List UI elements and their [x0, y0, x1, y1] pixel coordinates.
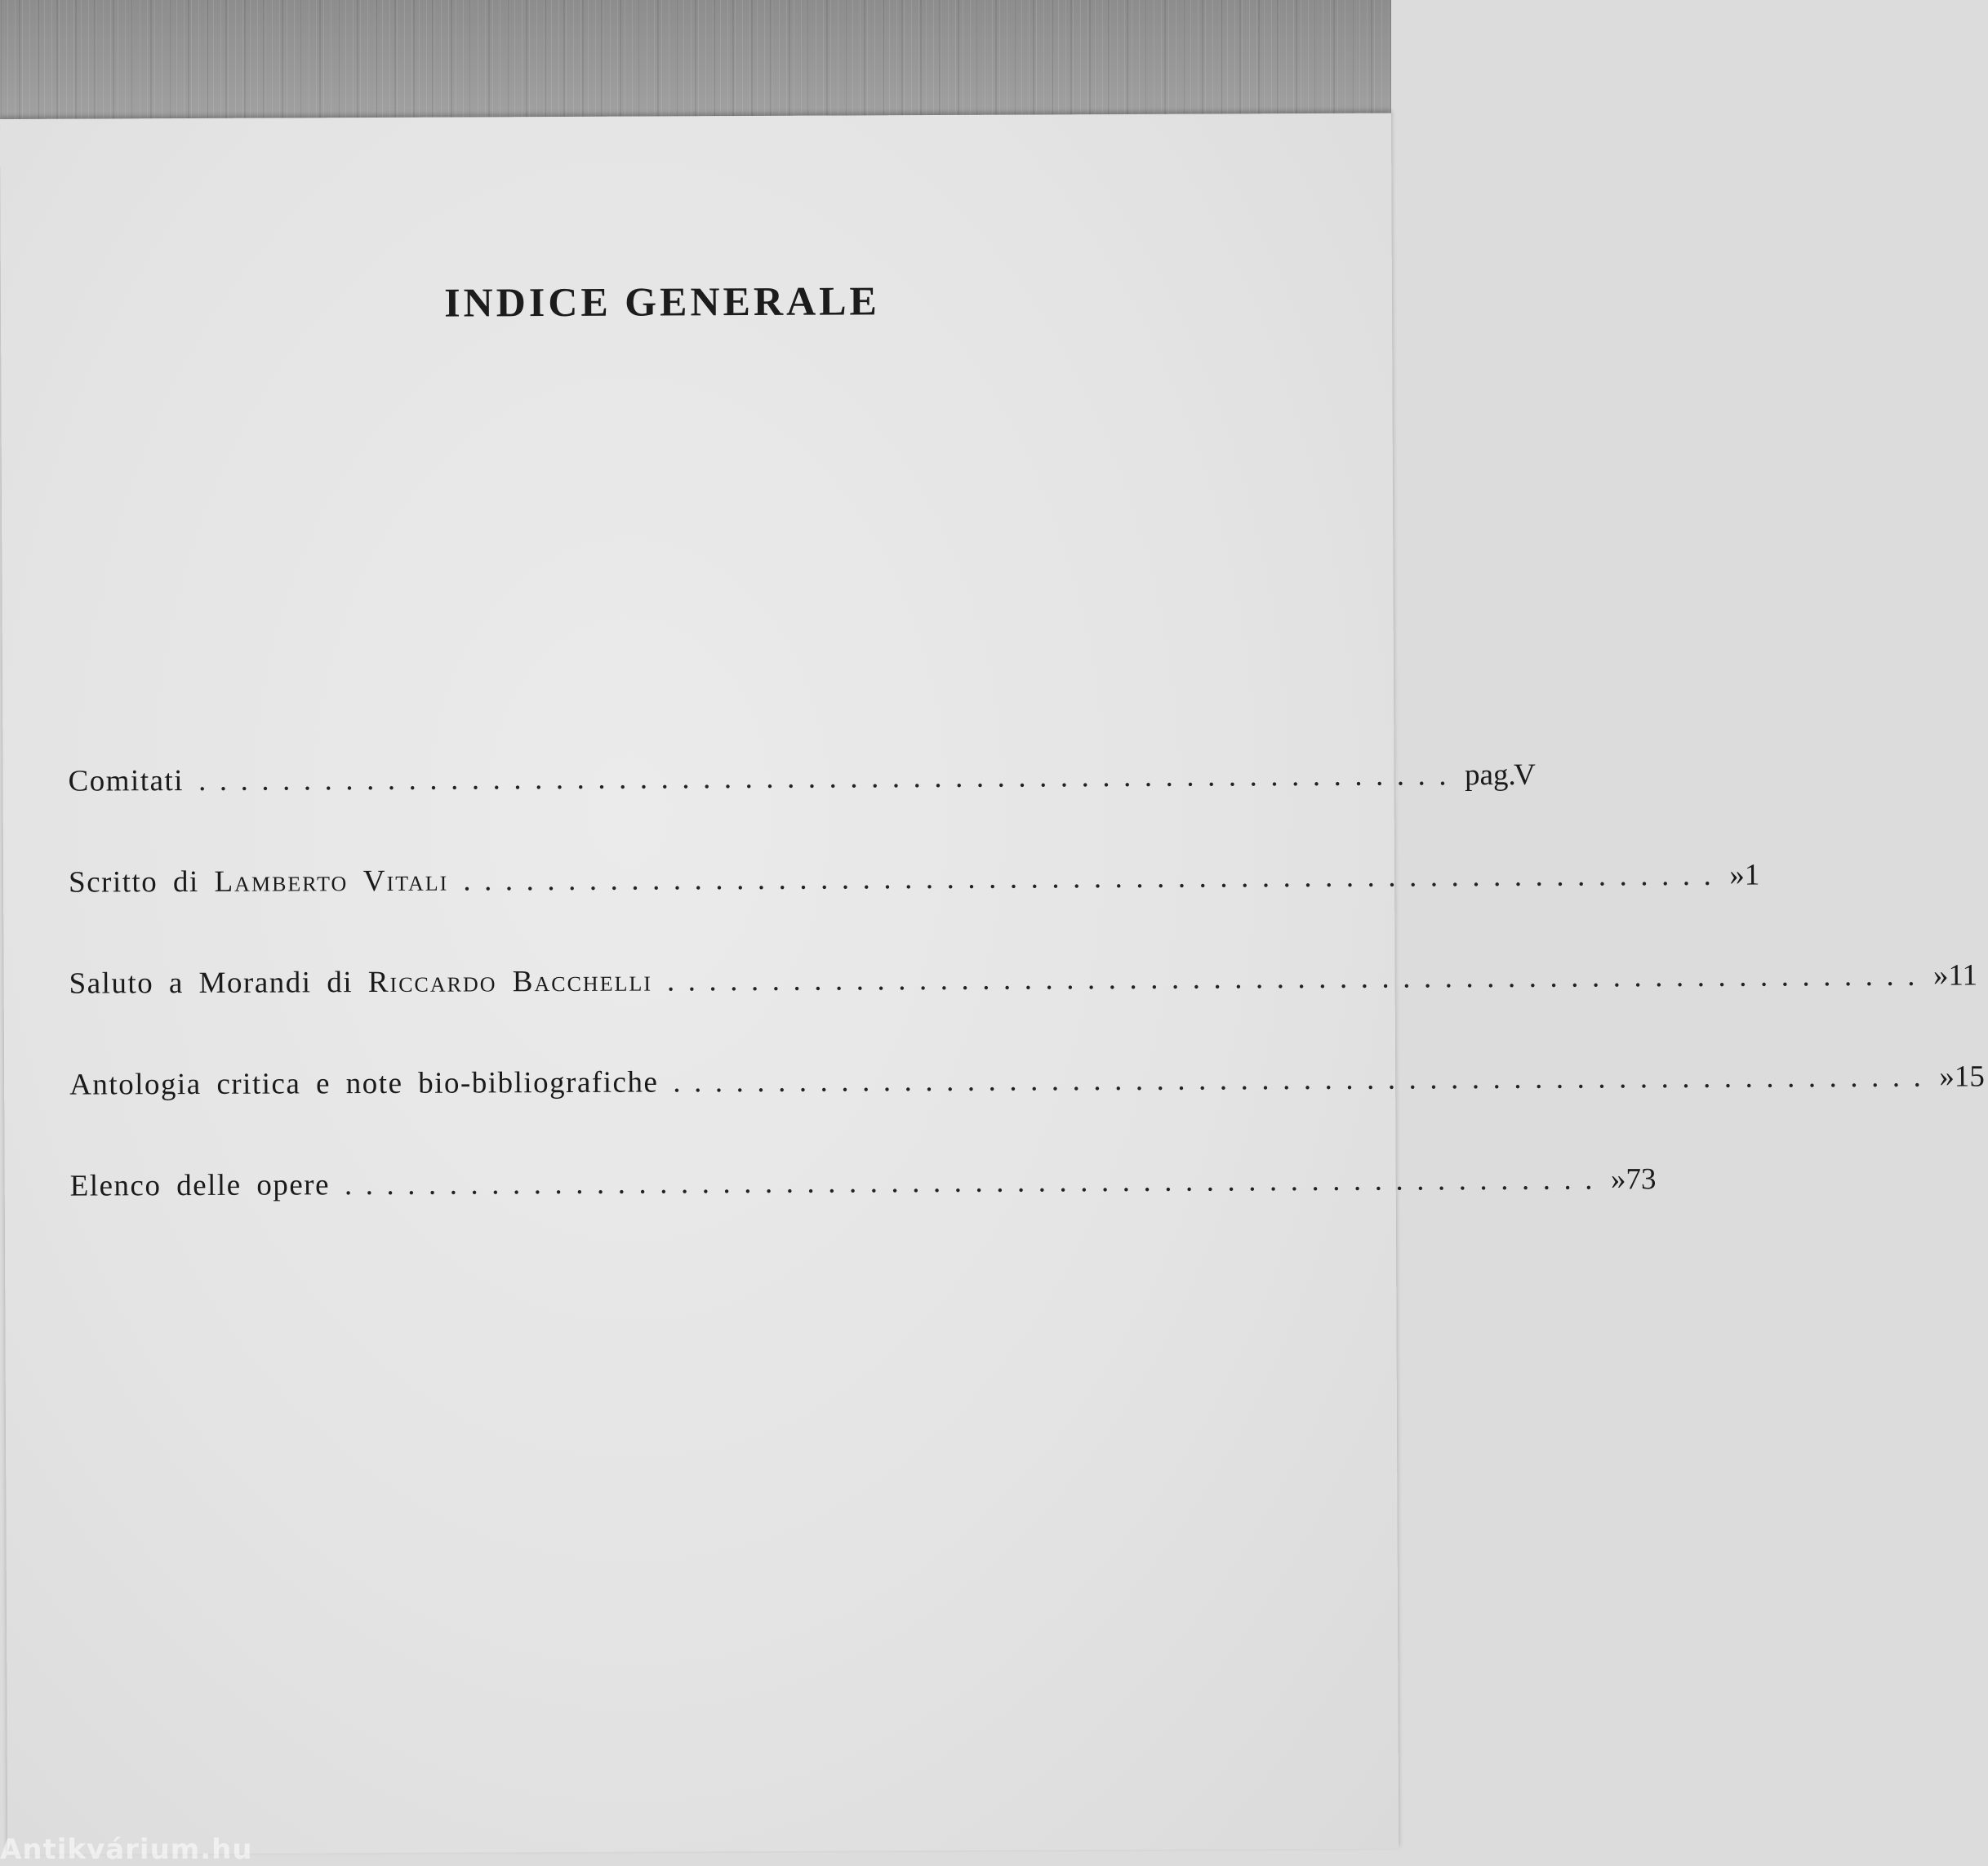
table-of-contents — [68, 758, 1985, 1269]
leader-dots: ............................................................ — [463, 858, 1725, 898]
page-prefix: pag. — [1464, 758, 1516, 793]
toc-entry-title: Saluto a Morandi di Riccardo Bacchelli — [69, 964, 653, 1001]
toc-entry-antologia — [69, 1060, 1985, 1168]
leader-dots: ............................................................ — [344, 1162, 1607, 1202]
toc-entry-title: Scritto di Lamberto Vitali — [68, 864, 449, 900]
book-page — [0, 113, 1985, 1866]
page-number: 11 — [1948, 958, 1978, 993]
page-number: 1 — [1744, 858, 1760, 892]
page-prefix: » — [1939, 1060, 1955, 1094]
background-surface — [0, 0, 1391, 131]
toc-entry-saluto — [69, 958, 1978, 1067]
page-number: 15 — [1954, 1060, 1985, 1094]
page-number: V — [1513, 758, 1536, 792]
toc-entry-author: Lamberto Vitali — [214, 864, 449, 899]
page-number: 73 — [1626, 1162, 1657, 1197]
page-prefix: » — [1932, 958, 1949, 993]
page-prefix: » — [1610, 1162, 1626, 1197]
watermark: Antikvárium.hu — [0, 1833, 253, 1866]
toc-entry-author: Riccardo Bacchelli — [367, 964, 653, 1000]
toc-entry-title: Comitati — [68, 764, 185, 798]
page-prefix: » — [1729, 858, 1745, 892]
leader-dots: ............................................................ — [666, 958, 1929, 998]
page-title: INDICE GENERALE — [444, 278, 880, 326]
toc-entry-scritto — [68, 858, 1760, 966]
toc-entry-comitati — [68, 758, 1536, 864]
leader-dots: ............................................................ — [198, 758, 1461, 797]
toc-entry-elenco — [69, 1162, 1657, 1269]
leader-dots: ............................................................ — [673, 1060, 1935, 1100]
toc-entry-title: Elenco delle opere — [69, 1168, 331, 1203]
toc-entry-title: Antologia critica e note bio-bibliografiche — [69, 1065, 659, 1102]
